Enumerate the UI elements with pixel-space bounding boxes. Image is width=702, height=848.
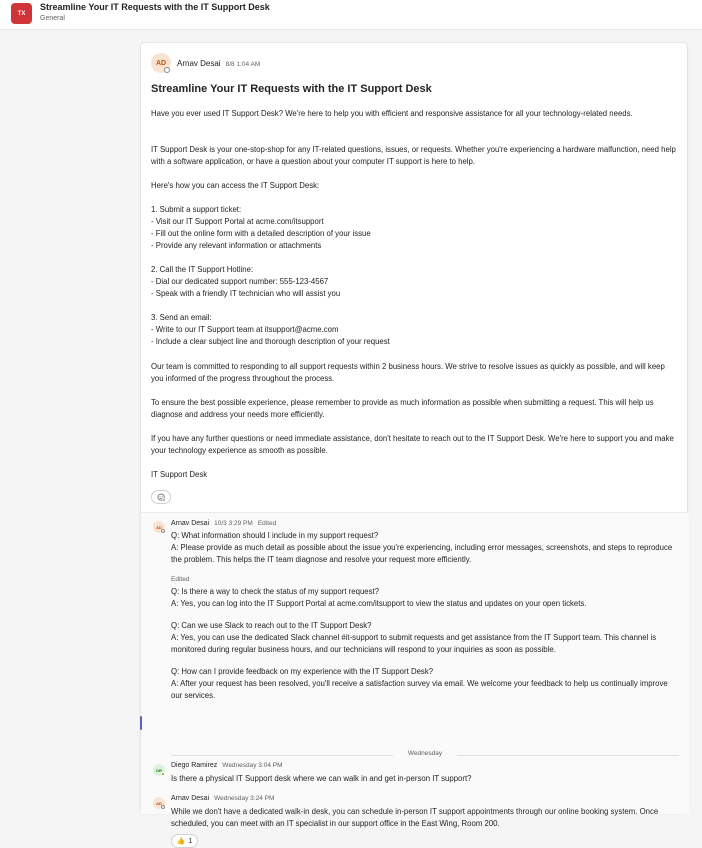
post-bullet: - Write to our IT Support team at itsupport@acme.com	[151, 325, 339, 334]
add-reaction-button[interactable]	[151, 490, 171, 504]
reply-line: Is there a physical IT Support desk where we can walk in and get in-person IT support?	[171, 774, 472, 783]
post-paragraph: Here's how you can access the IT Support Desk:	[151, 181, 320, 190]
reply-line: A: Please provide as much detail as possible about the issue you're experiencing, including error messages, screenshots, and steps to reproduce the problem. This helps the IT team diagnose and resolve your request more efficiently.	[171, 543, 673, 564]
presence-icon	[161, 805, 165, 809]
reply-line: Q: Can we use Slack to reach out to the IT Support Desk?	[171, 621, 372, 630]
post-paragraph: If you have any further questions or need immediate assistance, don't hesitate to reach out to the IT Support Desk. We're here to support you and make your technology experience as smooth as possible.	[151, 434, 674, 455]
post-title: Streamline Your IT Requests with the IT Support Desk	[151, 83, 432, 95]
team-avatar[interactable]: TX	[11, 3, 32, 24]
post-paragraph: IT Support Desk is your one-stop-shop for any IT-related questions, issues, or requests. Whether you're experiencing a hardware malfunction, need help with a software application, or have a question about your computer IT support is here to help.	[151, 145, 676, 166]
post-step-heading: 1. Submit a support ticket:	[151, 205, 242, 214]
post-paragraph: Our team is committed to responding to all support requests within 2 business hours. We strive to resolve issues as quickly as possible, and will keep you informed of the progress throughout the process.	[151, 362, 665, 383]
post-author-name[interactable]: Arnav Desai	[177, 59, 221, 68]
reply-author-name[interactable]: Diego Ramirez	[171, 762, 218, 769]
presence-icon	[161, 529, 165, 533]
reply-thread	[141, 512, 689, 845]
reply-line: A: After your request has been resolved, you'll receive a satisfaction survey via email. We welcome your feedback to help us continually improve our services.	[171, 679, 668, 700]
reply-line: Q: Is there a way to check the status of my support request?	[171, 587, 380, 596]
post-bullet: - Dial our dedicated support number: 555-123-4567	[151, 277, 329, 286]
reply-author-name[interactable]: Arnav Desai	[171, 795, 210, 802]
post-paragraph: Have you ever used IT Support Desk? We're here to help you with efficient and responsive assistance for all your technology-related needs.	[151, 109, 633, 118]
reply-author-name[interactable]: Arnav Desai	[171, 520, 210, 527]
post-bullet: - Include a clear subject line and thorough description of your request	[151, 337, 390, 346]
reply-timestamp: Wednesday 3:04 PM	[222, 762, 283, 769]
reply-line: While we don't have a dedicated walk-in desk, you can schedule in-person IT support appointments through our online booking system. Once scheduled, you can meet with an IT specialist in our support office in the East Wing, Room 200.	[171, 807, 659, 828]
unread-indicator	[140, 716, 142, 730]
reply-timestamp: Wednesday 3:24 PM	[214, 795, 275, 802]
post-timestamp: 8/8 1:04 AM	[225, 61, 261, 68]
channel-title: Streamline Your IT Requests with the IT Support Desk	[40, 2, 270, 12]
date-divider-label: Wednesday	[407, 750, 443, 757]
reaction-count: 1	[188, 837, 193, 845]
post-paragraph: To ensure the best possible experience, please remember to provide as much information as possible when submitting a request. This will help us diagnose and address your needs more efficiently.	[151, 398, 654, 419]
date-divider	[171, 750, 679, 760]
presence-icon	[161, 772, 165, 776]
post-bullet: - Visit our IT Support Portal at acme.com/itsupport	[151, 217, 324, 226]
reply-line: Q: What information should I include in my support request?	[171, 531, 379, 540]
reply-author	[171, 762, 283, 769]
presence-icon	[164, 67, 170, 73]
post-author	[177, 59, 260, 68]
avatar[interactable]: AD	[153, 797, 165, 809]
channel-name[interactable]: General	[40, 15, 65, 22]
post-bullet: - Speak with a friendly IT technician who will assist you	[151, 289, 341, 298]
divider-line	[457, 755, 679, 756]
post-card	[140, 42, 688, 845]
reaction-pill[interactable]	[171, 834, 198, 848]
avatar[interactable]: DR	[153, 764, 165, 776]
reply-line: Q: How can I provide feedback on my experience with the IT Support Desk?	[171, 667, 434, 676]
post-signature: IT Support Desk	[151, 470, 208, 479]
reply-line: A: Yes, you can use the dedicated Slack channel #it-support to submit requests and get assistance from the IT Support team. This channel is monitored during regular business hours, and our technicians will respond to your inquiries as soon as possible.	[171, 633, 657, 654]
post-bullet: - Fill out the online form with a detailed description of your issue	[151, 229, 371, 238]
post-step-heading: 2. Call the IT Support Hotline:	[151, 265, 254, 274]
post-bullet: - Provide any relevant information or attachments	[151, 241, 322, 250]
post-step-heading: 3. Send an email:	[151, 313, 212, 322]
edited-label: Edited	[257, 520, 277, 527]
avatar[interactable]: AD	[151, 53, 171, 73]
reply-author	[171, 520, 276, 527]
reply-author	[171, 795, 274, 802]
add-reaction-icon	[157, 493, 166, 502]
avatar[interactable]: AD	[153, 521, 165, 533]
edited-label: Edited	[171, 576, 190, 583]
reply-timestamp: 10/3 3:29 PM	[214, 520, 253, 527]
reply-line: A: Yes, you can log into the IT Support Portal at acme.com/itsupport to view the status and updates on your open tickets.	[171, 599, 587, 608]
thumbs-up-icon: 👍	[176, 838, 186, 845]
channel-header	[0, 0, 702, 30]
